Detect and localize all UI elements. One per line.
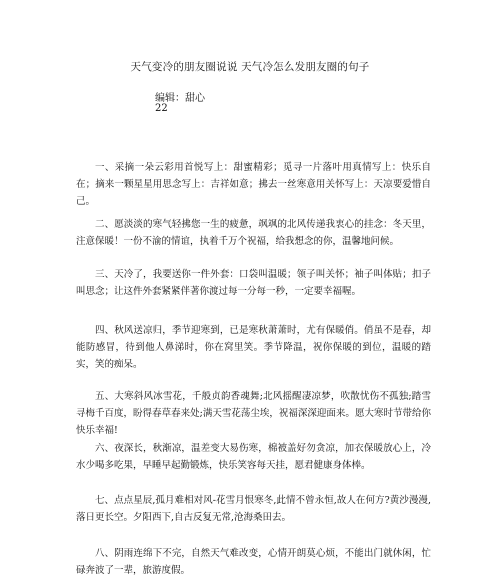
paragraph-1: 一、采摘一朵云彩用首悦写上：甜蜜精彩；觅寻一片落叶用真情写上：快乐自在；摘来一颗星星用思念写上：吉祥如意；拂去一丝寒意用关怀写上：天凉要爱惜自己。 xyxy=(76,162,431,207)
paragraph-8: 八、阴雨连绵下不完，自然天气难改变，心情开朗莫心烦，不能出门就休闲，忙碌奔波了一辈，旅游度假。 xyxy=(76,548,431,576)
paragraph-2: 二、愿淡淡的寒气轻拂您一生的疲惫，飒飒的北风传递我衷心的挂念：冬天里，注意保暖！一份不渝的情谊，执着千万个祝福，给我想念的你，温馨地问候。 xyxy=(76,219,431,247)
paragraph-5: 五、大寒斜风冰雪花，千般贞韵香魂舞;北风摇醒凄凉梦，吹散忧伤不孤独;踏雪寻梅千百度，盼得春草春来处;满天雪花荡尘埃，祝福深深迎面来。愿大寒时节带给你快乐幸福! xyxy=(76,391,431,436)
document-title: 天气变冷的朋友圈说说 天气冷怎么发朋友圈的句子 xyxy=(130,61,370,73)
paragraph-7: 七、点点星辰,孤月难相对风-花雪月恨寒冬,此情不曾永恒,故人在何方?黄沙漫漫,落日更长空。夕阳西下,自古反复无常,沧海桑田去。 xyxy=(76,495,431,523)
document-number: 22 xyxy=(155,103,168,114)
paragraph-6: 六、夜深长，秋渐凉，温差变大易伤寒，棉被盖好勿贪凉，加衣保暖放心上，冷水少喝多吃果，早睡早起勤锻炼，快乐笑容每天挂，愿君健康身体棒。 xyxy=(76,443,431,471)
paragraph-3: 三、天冷了，我要送你一件外套：口袋叫温暖；领子叫关怀；袖子叫体贴；扣子叫思念；让这件外套紧紧伴著你渡过每一分每一秒，一定要幸福喔。 xyxy=(76,269,431,297)
paragraph-4: 四、秋风送凉归，季节迎寒到，已是寒秋萧萧时，尤有保暖俏。俏虽不是春，却能防感冒，待到他人鼻涕时，你在窝里笑。季节降温，祝你保暖的到位，温暖的踏实，笑的痴呆。 xyxy=(76,325,431,370)
editor-line: 编辑：甜心 xyxy=(155,93,205,104)
